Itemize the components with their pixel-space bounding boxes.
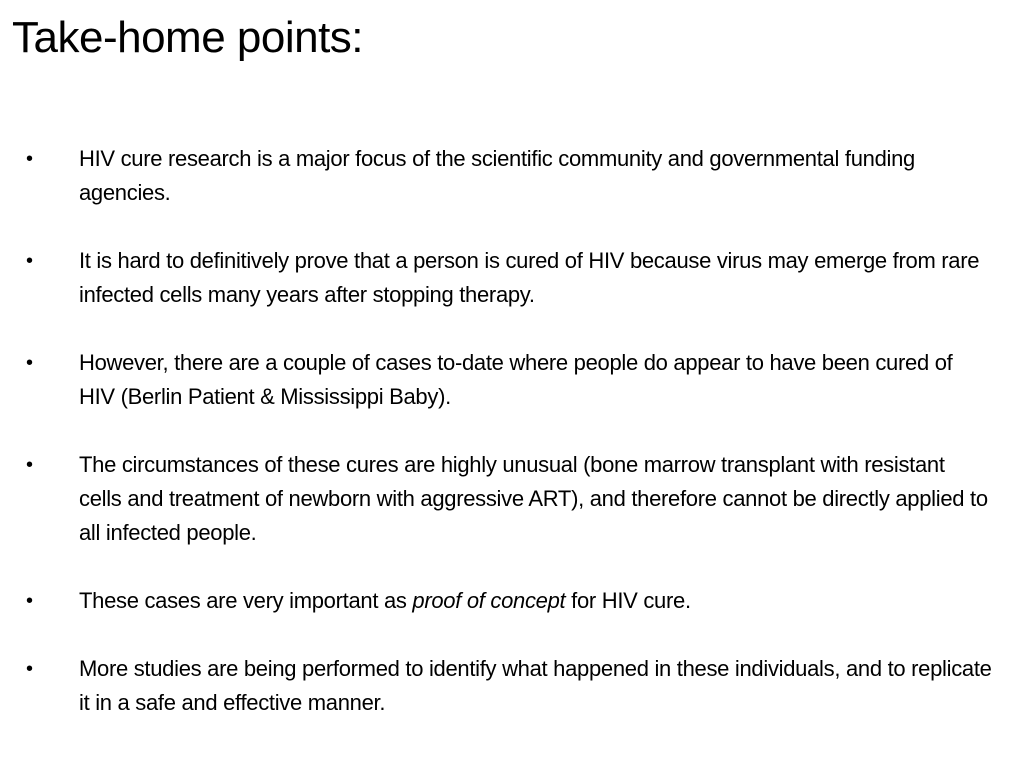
- bullet-item-proof-of-concept: [22, 584, 992, 618]
- bullet-text-emphasis: proof of concept: [412, 588, 566, 613]
- bullet-glyph: •: [26, 454, 33, 476]
- bullet-text-after: for HIV cure.: [565, 588, 691, 613]
- bullet-text: [79, 588, 691, 613]
- bullet-item-cure-research-focus: [22, 142, 992, 210]
- bullet-text: It is hard to definitively prove that a person is cured of HIV because virus may emerge from rare infected cells many years after stopping therapy.: [79, 248, 980, 307]
- bullet-glyph: •: [26, 658, 33, 680]
- bullet-glyph: •: [26, 250, 33, 272]
- bullet-text: The circumstances of these cures are highly unusual (bone marrow transplant with resistant cells and treatment of newborn with aggressive ART), and therefore cannot be directly applied to all infected people.: [79, 452, 988, 545]
- bullet-item-cured-cases: [22, 346, 992, 414]
- bullet-glyph: •: [26, 352, 33, 374]
- bullet-text: More studies are being performed to identify what happened in these individuals, and to replicate it in a safe and effective manner.: [79, 656, 992, 715]
- bullet-text: HIV cure research is a major focus of the scientific community and governmental funding agencies.: [79, 146, 915, 205]
- slide-title: Take-home points:: [12, 13, 364, 62]
- bullet-item-unusual-circumstances: [22, 448, 992, 550]
- bullet-list: [22, 142, 992, 720]
- bullet-item-more-studies: [22, 652, 992, 720]
- bullet-glyph: •: [26, 590, 33, 612]
- bullet-item-hard-to-prove: [22, 244, 992, 312]
- bullet-text: However, there are a couple of cases to-date where people do appear to have been cured of HIV (Berlin Patient & Mississippi Baby).: [79, 350, 953, 409]
- bullet-text-before: These cases are very important as: [79, 588, 413, 613]
- bullet-glyph: •: [26, 148, 33, 170]
